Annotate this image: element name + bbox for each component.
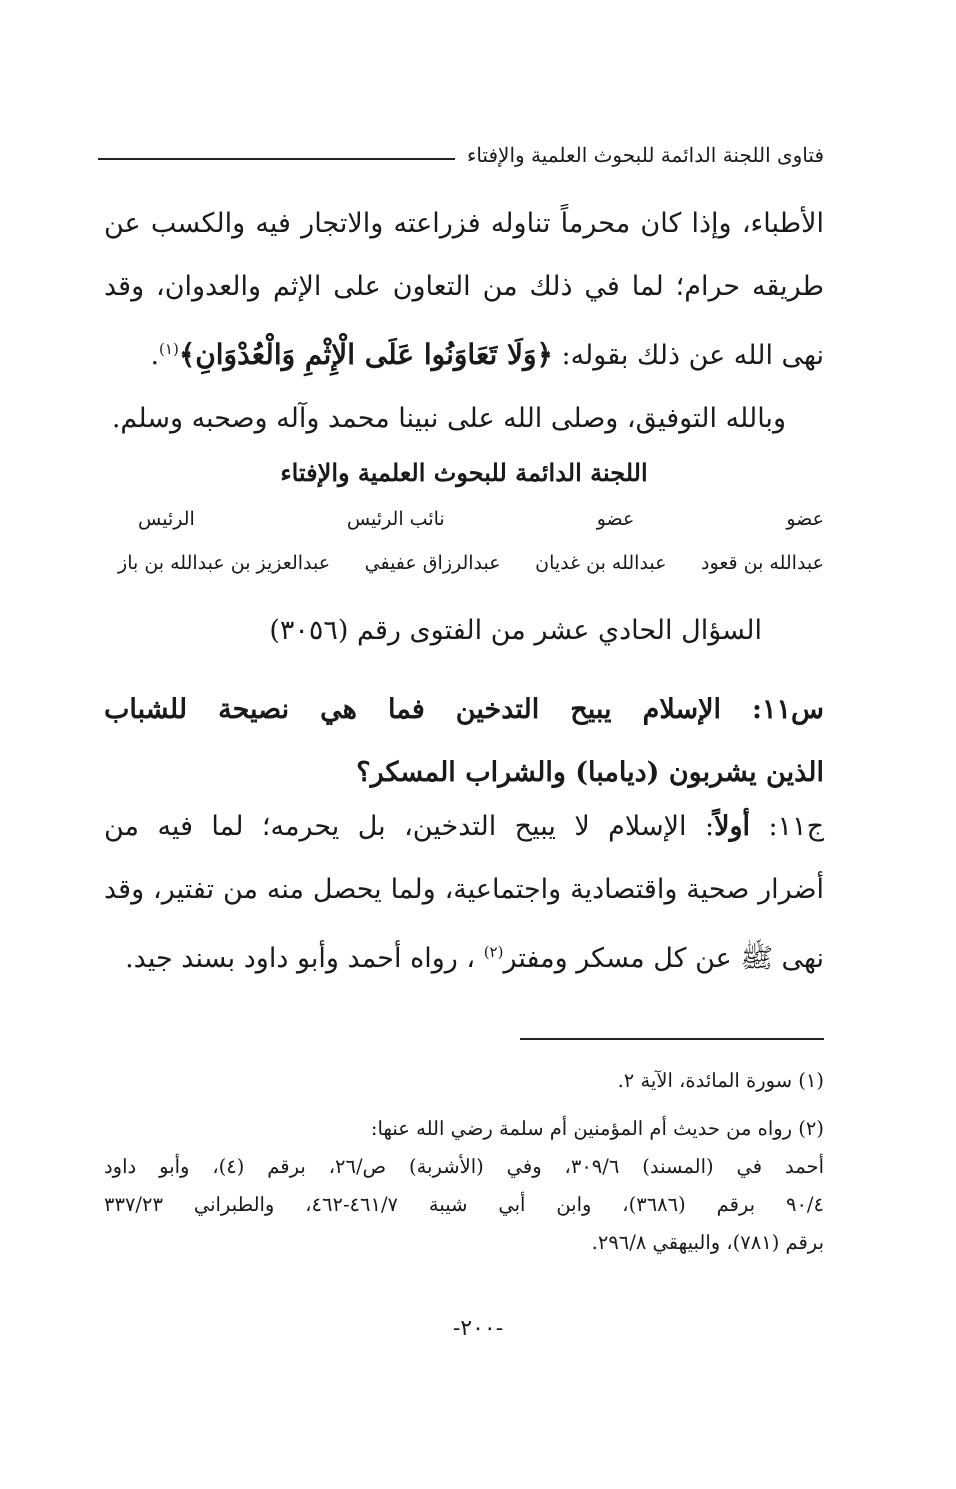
fatwa-body <box>104 192 824 450</box>
quran-verse: ﴿وَلَا تَعَاوَنُوا عَلَى الْإِثْمِ وَالْعُدْوَانِ﴾ <box>178 338 553 371</box>
signature-roles <box>138 508 824 530</box>
signature-names <box>118 552 824 574</box>
footnote-1: (١) سورة المائدة، الآية ٢. <box>617 1069 824 1092</box>
answer-text <box>104 795 824 990</box>
body-line-1: الأطباء، وإذا كان محرماً تناوله فزراعته والاتجار فيه والكسب عن <box>104 208 824 239</box>
member-role: الرئيس <box>138 508 195 530</box>
header-rule <box>98 158 455 160</box>
answer-line-1 <box>104 795 824 858</box>
page-number: -٢٠٠- <box>452 1316 504 1341</box>
question-line-2: الذين يشربون (ديامبا) والشراب المسكر؟ <box>356 757 824 788</box>
answer-line-2: أضرار صحية واقتصادية واجتماعية، ولما يحصل منه من تفتير، وقد <box>104 874 824 905</box>
footnotes <box>104 1062 824 1262</box>
committee-name: اللجنة الدائمة للبحوث العلمية والإفتاء <box>280 458 648 487</box>
member-role: عضو <box>786 508 824 530</box>
body-line-3-prefix: نهى الله عن ذلك بقوله: <box>552 340 824 371</box>
footnote-2-line-4: برقم (٧٨١)، والبيهقي ٢٩٦/٨. <box>591 1231 824 1254</box>
body-line-2: طريقه حرام؛ لما في ذلك من التعاون على الإثم والعدوان، وقد <box>104 271 824 302</box>
question-line-1: س١١: الإسلام يبيح التدخين فما هي نصيحة للشباب <box>104 694 824 725</box>
footnote-divider <box>520 1038 824 1040</box>
member-name: عبدالرزاق عفيفي <box>364 552 501 574</box>
footnote-2-line-3: ٩٠/٤ برقم (٣٦٨٦)، وابن أبي شيبة ٤٦١/٧-٤٦٢، والطبراني ٣٣٧/٢٣ <box>104 1193 824 1216</box>
footnote-2-line-2: أحمد في (المسند) ٣٠٩/٦، وفي (الأشربة) ص/٢٦، برقم (٤)، وأبو داود <box>104 1155 824 1178</box>
question-text <box>104 678 824 804</box>
running-title: فتاوى اللجنة الدائمة للبحوث العلمية والإفتاء <box>466 143 824 167</box>
body-line-3-suffix: . <box>150 340 160 371</box>
answer-label: ج١١: <box>750 811 824 842</box>
member-name: عبدالله بن غديان <box>535 552 667 574</box>
running-header <box>98 138 824 172</box>
member-role: عضو <box>596 508 635 530</box>
footnote-ref-2: (٢) <box>483 943 504 961</box>
body-line-3 <box>104 318 824 387</box>
answer-line-3-suffix: ، رواه أحمد وأبو داود بسند جيد. <box>125 943 484 974</box>
footnote-2-line-1: (٢) رواه من حديث أم المؤمنين أم سلمة رضي الله عنها: <box>370 1117 824 1140</box>
answer-line-3-prefix: نهى ﷺ عن كل مسكر ومفتر <box>503 943 824 974</box>
answer-line-3 <box>104 921 824 990</box>
closing-line: وبالله التوفيق، وصلى الله على نبينا محمد وآله وصحبه وسلم. <box>111 403 786 434</box>
member-name: عبدالله بن قعود <box>701 552 824 574</box>
member-role: نائب الرئيس <box>346 508 445 530</box>
question-heading: السؤال الحادي عشر من الفتوى رقم (٣٠٥٦) <box>269 615 762 646</box>
answer-line-1-rest: : الإسلام لا يبيح التدخين، بل يحرمه؛ لما فيه من <box>104 811 715 842</box>
footnote-ref-1: (١) <box>159 340 179 358</box>
member-name: عبدالعزيز بن عبدالله بن باز <box>118 552 331 574</box>
answer-first-label: أولاً <box>714 811 751 842</box>
